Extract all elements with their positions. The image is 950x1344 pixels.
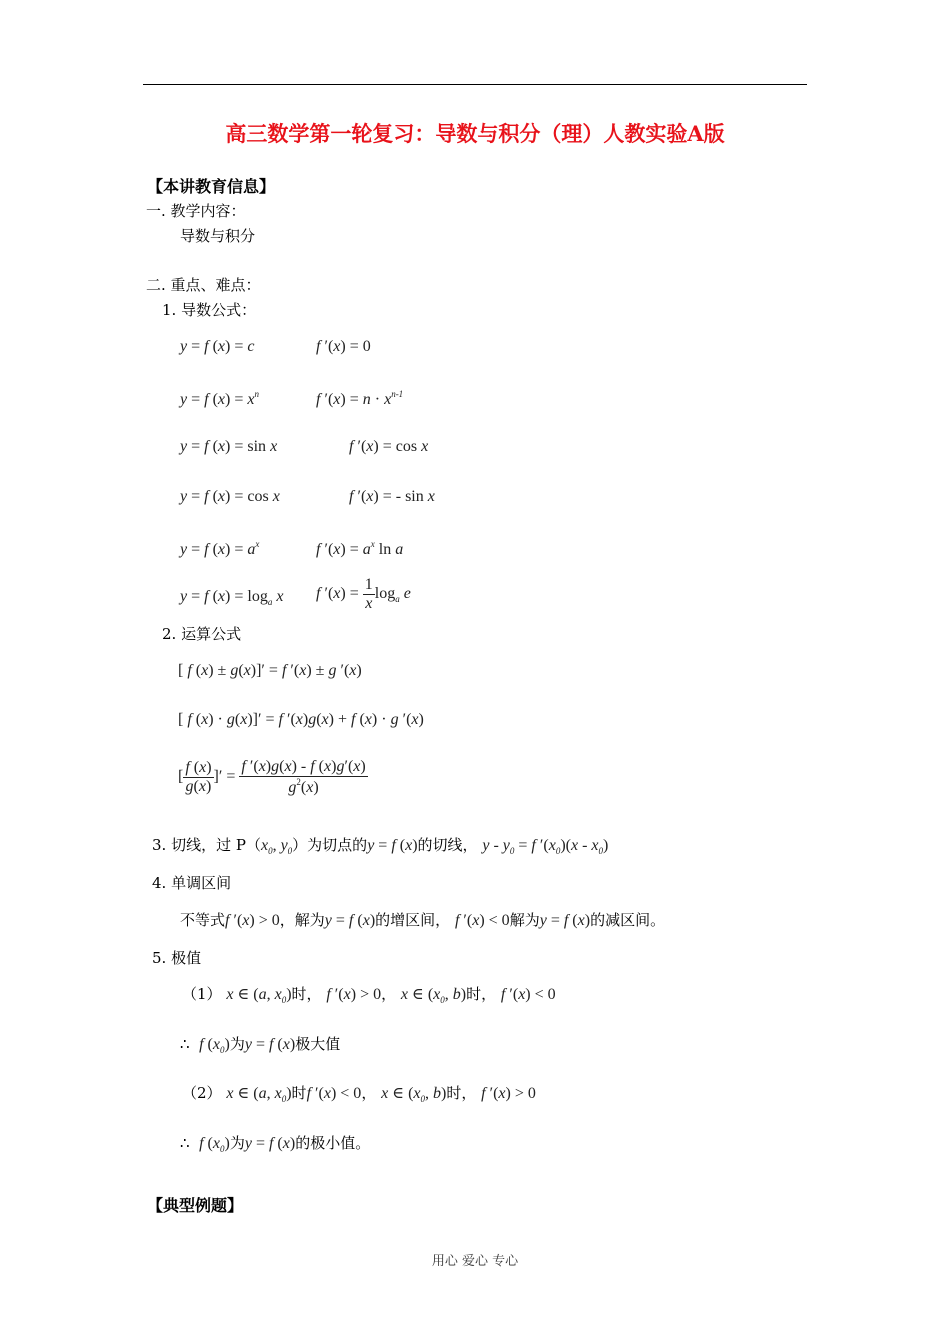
comma-1: ， xyxy=(381,985,397,1003)
header-rule xyxy=(143,84,807,85)
item-5-label: 5. 极值 xyxy=(152,949,202,967)
formula-exp-derivative: f $'(x) = a^x$ ln a xyxy=(316,539,404,558)
formula-power-derivative: f $'(x) = n \cdot x^{n-1}$ xyxy=(316,389,404,408)
max-statement xyxy=(180,1037,340,1055)
heading-examples: 【典型例题】 xyxy=(147,1196,244,1215)
shi-2: 时， xyxy=(466,985,497,1003)
formula-cos: y = f (x) = cos x xyxy=(180,488,280,505)
interval-right-2: x ∈ ($x_0$, b) xyxy=(381,1085,447,1104)
min-statement xyxy=(180,1136,370,1154)
therefore-1: ∴ xyxy=(180,1035,190,1053)
fx0-2: f $(x_0)$ xyxy=(199,1135,230,1154)
item-4-e: 的减区间。 xyxy=(590,911,666,929)
rule-quotient: [ $\frac{f (x)}{g(x)}$ ]′ = $\frac{f '(x)g(x) - f (x)g'(x)}{g^2(x)}$ xyxy=(178,758,366,796)
rule-product: [ f (x) · g(x)]′ = f ′(x)g(x) + f (x) · g ′(x) xyxy=(178,711,424,728)
footer-text: 用心 爱心 专心 xyxy=(431,1254,519,1269)
heading-info: 【本讲教育信息】 xyxy=(147,177,276,196)
formula-log-derivative: f ′(x) = $\frac{1}{x}$ $\log_a e$ xyxy=(316,576,411,612)
interval-left-2: x ∈ (a, $x_0$) xyxy=(226,1085,292,1104)
extremum-cond-1 xyxy=(182,987,556,1005)
item-3 xyxy=(152,838,608,856)
tangent-line-eq: $y - y_0 = f$ $'(x_0)(x - x_0)$ xyxy=(482,837,609,856)
fn-eq-4: y = f (x) xyxy=(244,1135,296,1152)
fn-eq-1: y = f (x) xyxy=(324,912,376,929)
point-coords: $x_0$, $y_0$ xyxy=(260,837,293,856)
min-text: 的极小值。 xyxy=(295,1134,371,1152)
cond-1-num: （1） xyxy=(182,985,222,1003)
item-2-label: 2. 运算公式 xyxy=(162,625,242,643)
formula-const: y = f (x) = c xyxy=(180,338,255,355)
section-1-label: 一. 教学内容： xyxy=(146,202,246,220)
cond-2-num: （2） xyxy=(182,1084,222,1102)
formula-cos-derivative: f ′(x) = - sin x xyxy=(349,488,435,505)
item-4-text xyxy=(180,913,665,929)
item-3-mid: ）为切点的 xyxy=(292,836,368,854)
shi-3: 时 xyxy=(291,1084,307,1102)
formula-power: y = f $(x) = x^n$ xyxy=(180,389,259,408)
formula-exp: y = f $(x) = a^x$ xyxy=(180,539,260,558)
formula-sin: y = f (x) = sin x xyxy=(180,438,278,455)
max-text: 极大值 xyxy=(295,1035,341,1053)
formula-log: y = f $(x) = \log_a x$ xyxy=(180,588,284,607)
comma-2: ， xyxy=(361,1084,377,1102)
item-3-after: 的切线， xyxy=(417,836,478,854)
therefore-2: ∴ xyxy=(180,1134,190,1152)
rule-sum: [ f (x) ± g(x)]′ = f ′(x) ± g ′(x) xyxy=(178,662,362,679)
deriv-neg-1: f ′(x) < 0 xyxy=(500,986,556,1003)
fx0-1: f $(x_0)$ xyxy=(199,1036,230,1055)
item-1-label: 1. 导数公式： xyxy=(162,301,257,319)
extremum-cond-2 xyxy=(182,1086,536,1104)
formula-const-derivative: f ′(x) = 0 xyxy=(316,338,371,355)
item-4-c: 的增区间， xyxy=(375,911,451,929)
interval-left-1: x ∈ (a, $x_0$) xyxy=(226,986,292,1005)
item-4-label: 4. 单调区间 xyxy=(152,874,232,892)
curve-eq: y = f (x) xyxy=(367,837,418,854)
deriv-pos-2: f ′(x) > 0 xyxy=(481,1085,536,1102)
page-title: 高三数学第一轮复习：导数与积分（理）人教实验A版 xyxy=(225,121,725,146)
deriv-neg-2: f ′(x) < 0 xyxy=(306,1085,362,1102)
increasing-cond: f ′(x) > 0 xyxy=(225,912,280,929)
section-2-label: 二. 重点、难点： xyxy=(146,276,261,294)
wei-2: 为 xyxy=(229,1134,245,1152)
shi-4: 时， xyxy=(446,1084,477,1102)
interval-right-1: x ∈ ($x_0$, b) xyxy=(400,986,467,1005)
fn-eq-2: y = f (x) xyxy=(539,912,591,929)
item-4-b: ，解为 xyxy=(279,911,325,929)
deriv-pos-1: f ′(x) > 0 xyxy=(326,986,382,1003)
fn-eq-3: y = f (x) xyxy=(244,1036,296,1053)
wei-1: 为 xyxy=(229,1035,245,1053)
shi-1: 时， xyxy=(291,985,322,1003)
decreasing-cond: f ′(x) < 0 xyxy=(454,912,510,929)
section-1-content: 导数与积分 xyxy=(180,227,256,245)
item-3-prefix: 3. 切线，过 P（ xyxy=(152,836,261,854)
item-4-a: 不等式 xyxy=(180,911,226,929)
item-4-d: 解为 xyxy=(509,911,540,929)
formula-sin-derivative: f ′(x) = cos x xyxy=(349,438,429,455)
